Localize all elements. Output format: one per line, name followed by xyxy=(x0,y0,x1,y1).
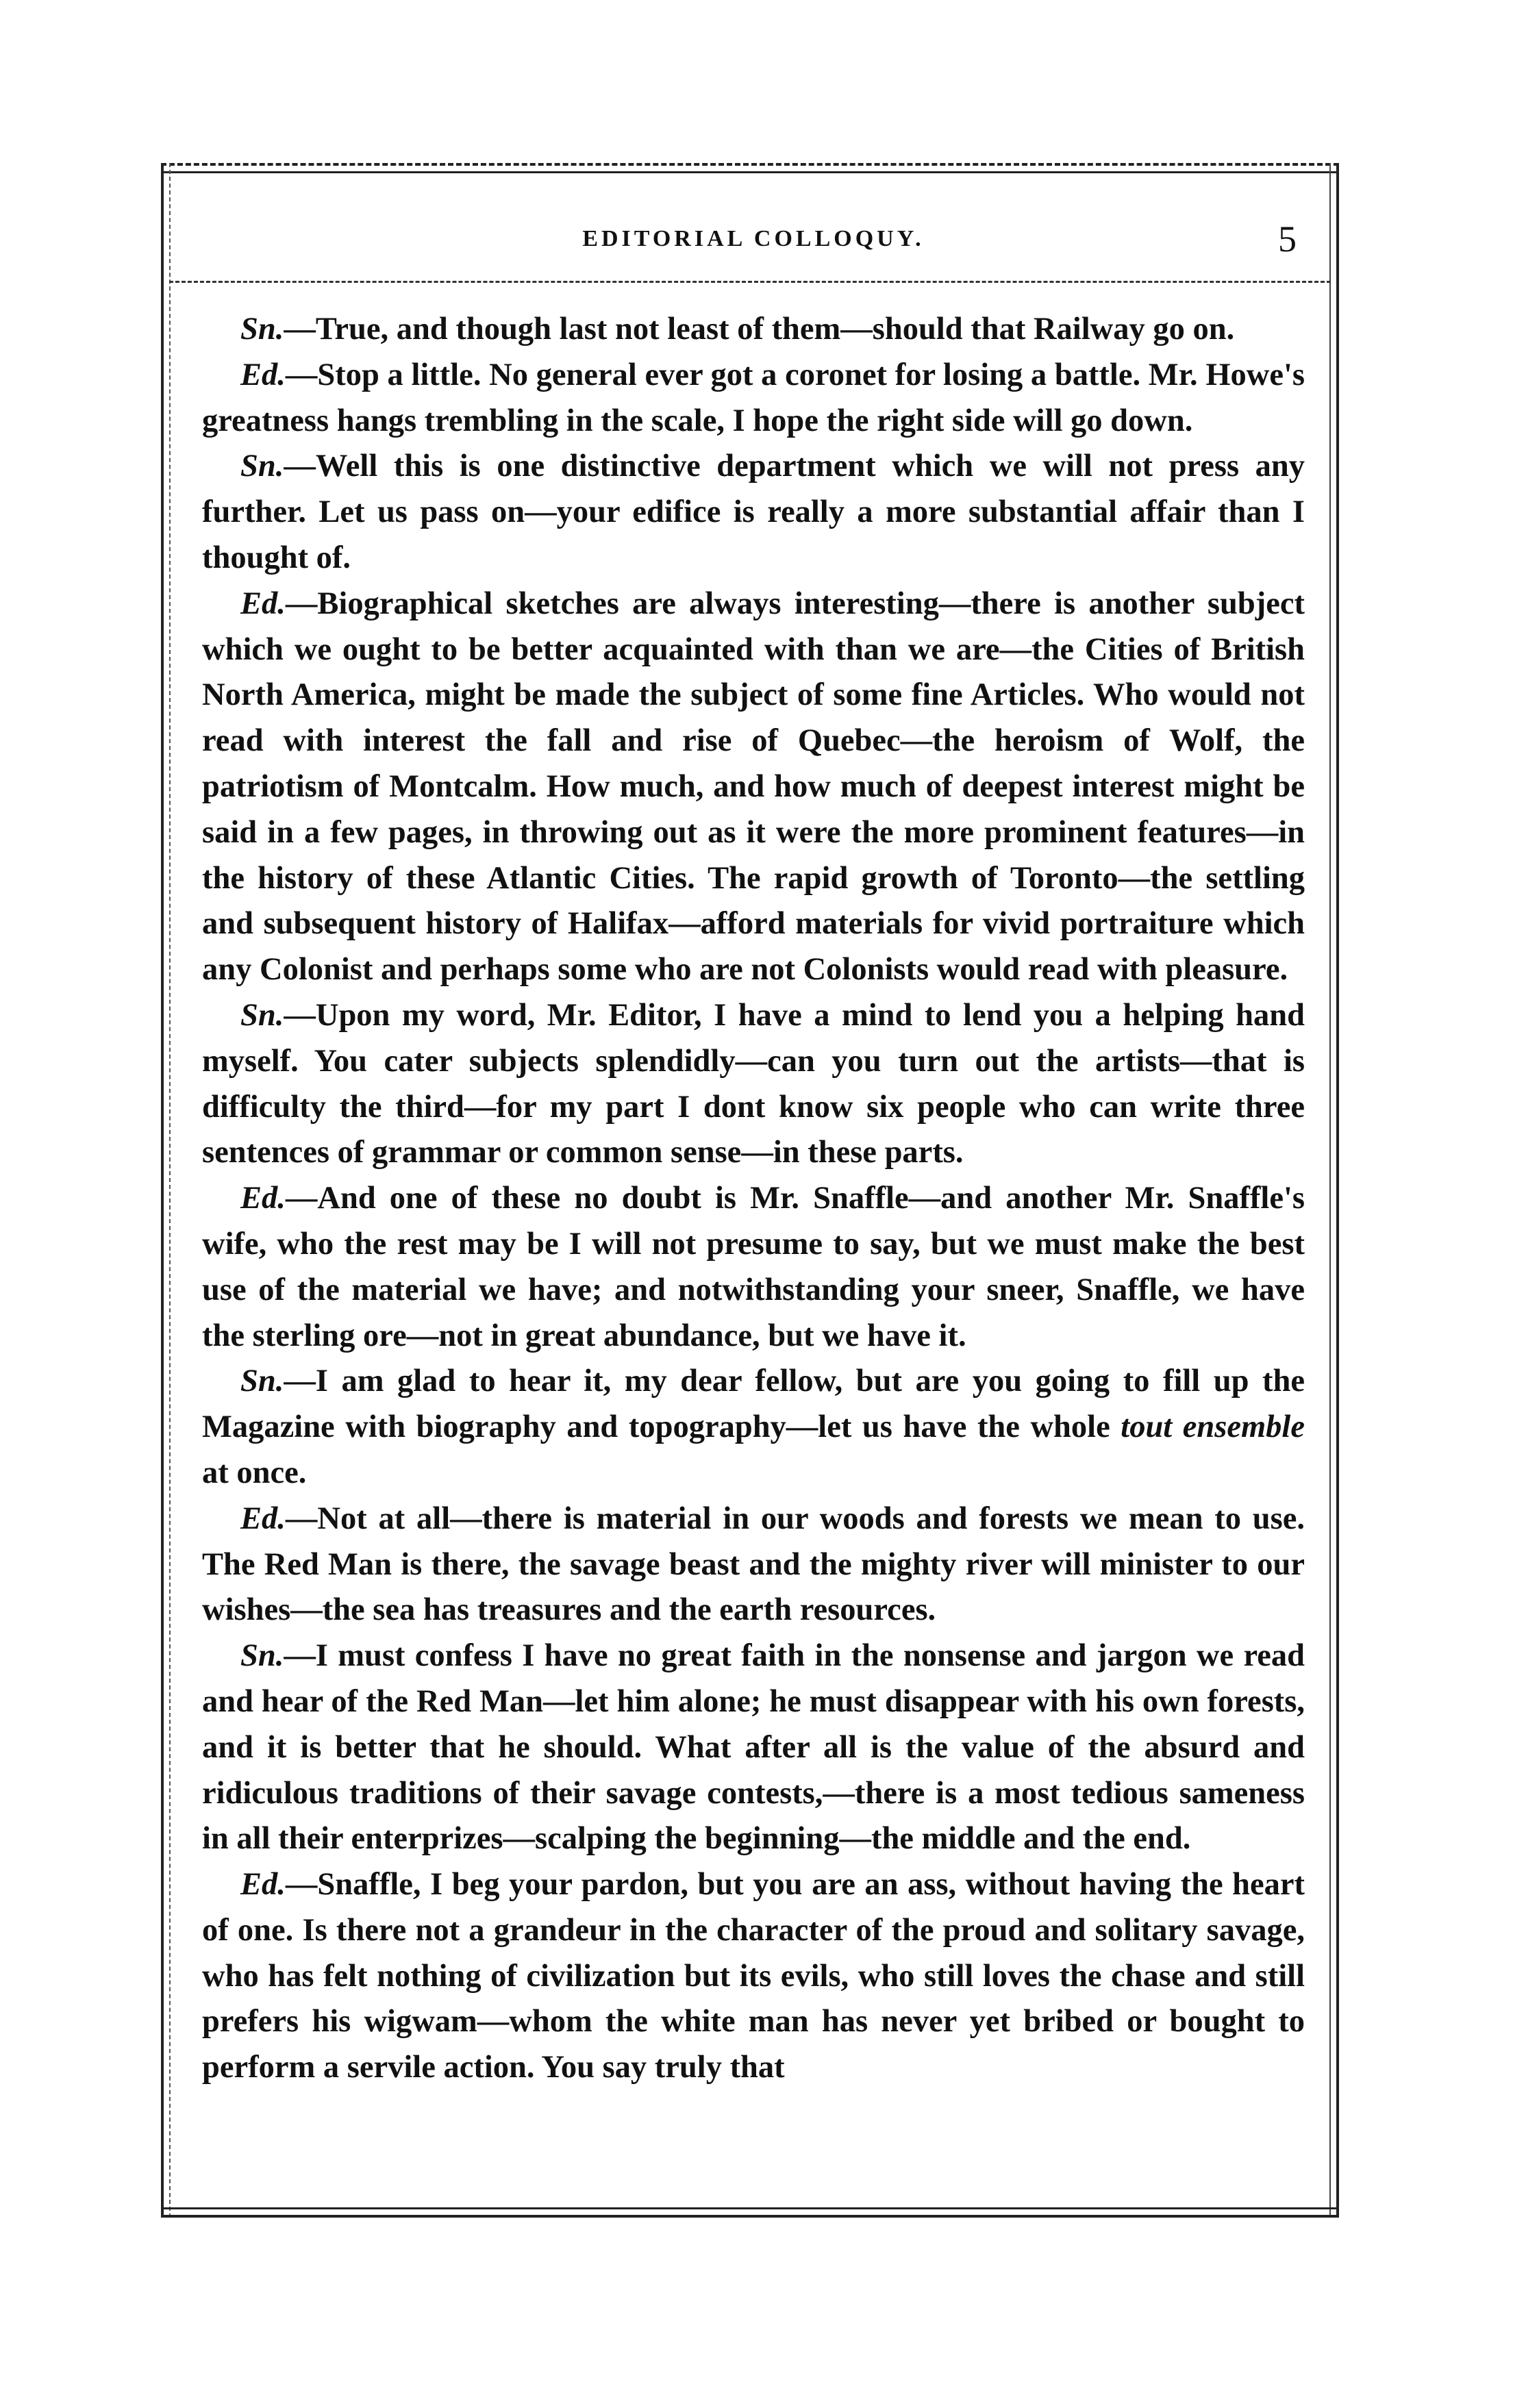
paragraph xyxy=(202,1176,1305,1359)
header-rule xyxy=(169,281,1331,283)
paragraph-text: —Not at all—there is material in our woods and forests we mean to use. The Red Man is there, the savage beast and the mighty river will minister to our wishes—the sea has treasures and the earth resources. xyxy=(202,1501,1305,1628)
paragraph xyxy=(202,581,1305,993)
italic-phrase: tout ensemble xyxy=(1121,1409,1305,1445)
speaker-label: Sn. xyxy=(240,997,284,1033)
paragraph xyxy=(202,307,1305,353)
speaker-label: Ed. xyxy=(240,586,286,621)
paragraph xyxy=(202,1633,1305,1862)
speaker-label: Ed. xyxy=(240,1181,286,1216)
speaker-label: Sn. xyxy=(240,449,284,484)
right-rule xyxy=(1336,163,1339,2218)
paragraph xyxy=(202,993,1305,1176)
paragraph-text: —Biographical sketches are always interesting—there is another subject which we ought to be better acquainted with than we are—the Cities of British North America, might be made the subject of some fine Articles. Who would not read with interest the fall and rise of Quebec—the heroism of Wolf, the patriotism of Montcalm. How much, and how much of deepest interest might be said in a few pages, in throwing out as it were the more prominent features—in the history of these Atlantic Cities. The rapid growth of Toronto—the settling and subsequent history of Halifax—afford materials for vivid portraiture which any Colonist and perhaps some who are not Colonists would read with pleasure. xyxy=(202,586,1305,988)
paragraph-text: —And one of these no doubt is Mr. Snaffle—and another Mr. Snaffle's wife, who the rest may be I will not presume to say, but we must make the best use of the material we have; and notwithstanding your sneer, Snaffle, we have the sterling ore—not in great abundance, but we have it. xyxy=(202,1181,1305,1353)
speaker-label: Sn. xyxy=(240,1638,284,1674)
bottom-rule-inner xyxy=(161,2207,1339,2209)
paragraph xyxy=(202,444,1305,581)
left-rule xyxy=(161,163,164,2218)
paragraph-text: —Upon my word, Mr. Editor, I have a mind to lend you a helping hand myself. You cater subjects splendidly—can you turn out the artists—that is difficulty the third—for my part I dont know six people who can write three sentences of grammar or common sense—in these parts. xyxy=(202,997,1305,1170)
paragraph-text-tail: at once. xyxy=(202,1455,307,1490)
top-rule-dashed xyxy=(161,163,1339,166)
paragraph-text: —Well this is one distinctive department which we will not press any further. Let us pass on—your edifice is really a more substantial affair than I thought of. xyxy=(202,449,1305,575)
paragraph-text: —I must confess I have no great faith in the nonsense and jargon we read and hear of the Red Man—let him alone; he must disappear with his own forests, and it is better that he should. What after all is the value of the absurd and ridiculous traditions of their savage contests,—there is a most tedious sameness in all their enterprizes—scalping the beginning—the middle and the end. xyxy=(202,1638,1305,1857)
running-title: EDITORIAL COLLOQUY. xyxy=(582,226,925,251)
paragraph xyxy=(202,1359,1305,1496)
paragraph xyxy=(202,1862,1305,2091)
page-header xyxy=(202,218,1305,273)
paragraph-text: —Snaffle, I beg your pardon, but you are an ass, without having the heart of one. Is there not a grandeur in the character of the proud and solitary savage, who has felt nothing of civilization but its evils, who still loves the chase and still prefers his wigwam—whom the white man has never yet bribed or bought to perform a servile action. You say truly that xyxy=(202,1867,1305,2085)
page-border xyxy=(161,163,1339,2218)
top-rule xyxy=(161,171,1339,173)
body-text xyxy=(202,307,1305,2091)
paragraph xyxy=(202,353,1305,444)
speaker-label: Ed. xyxy=(240,357,286,392)
paragraph-text: —True, and though last not least of them—should that Railway go on. xyxy=(284,312,1235,347)
left-rule-inner xyxy=(169,163,171,2218)
speaker-label: Ed. xyxy=(240,1867,286,1903)
speaker-label: Ed. xyxy=(240,1501,286,1536)
page-number: 5 xyxy=(1278,218,1297,260)
bottom-rule xyxy=(161,2215,1339,2218)
paragraph-text: —Stop a little. No general ever got a coronet for losing a battle. Mr. Howe's greatness hangs trembling in the scale, I hope the right side will go down. xyxy=(202,357,1305,438)
paragraph xyxy=(202,1496,1305,1633)
speaker-label: Sn. xyxy=(240,312,284,347)
right-rule-inner xyxy=(1329,163,1331,2218)
paragraph-text: —I am glad to hear it, my dear fellow, but are you going to fill up the Magazine with biography and topography—let us have the whole xyxy=(202,1364,1305,1445)
speaker-label: Sn. xyxy=(240,1364,284,1399)
